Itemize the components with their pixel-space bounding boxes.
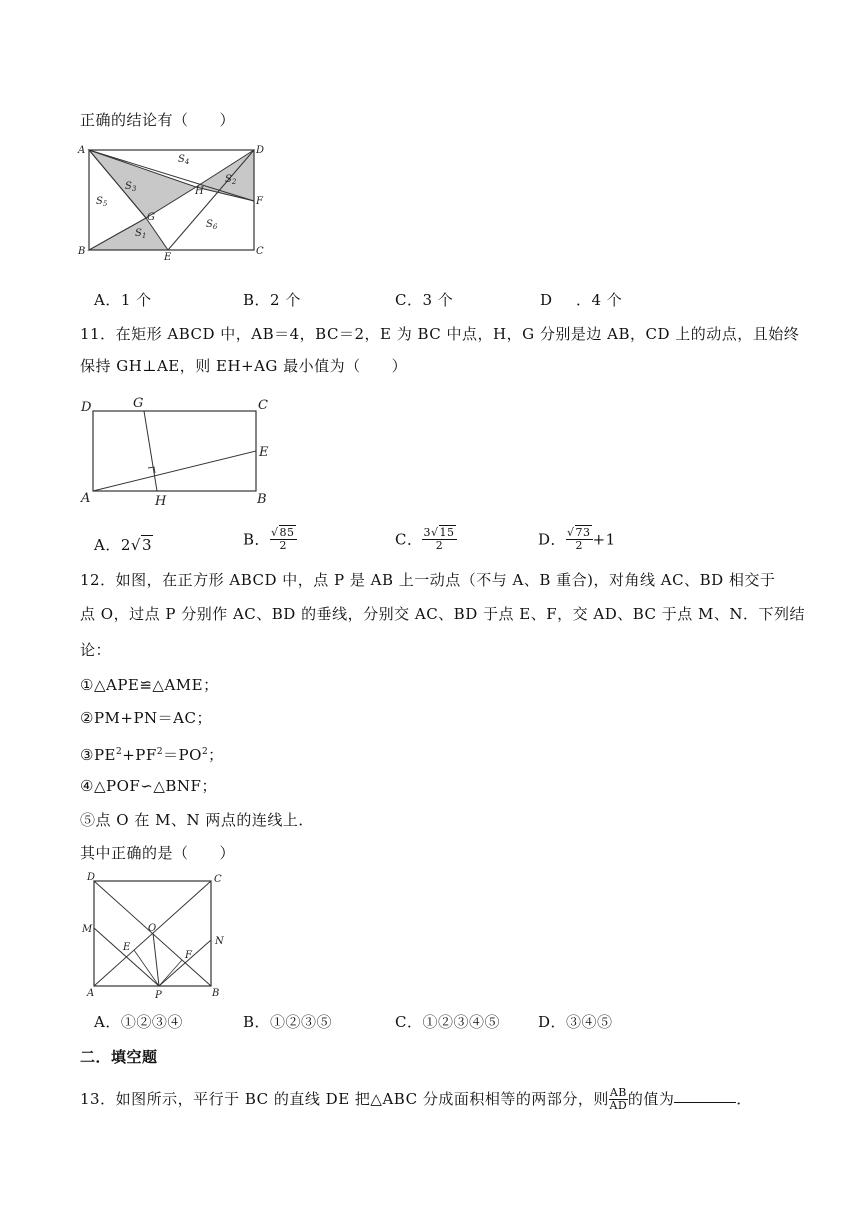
- label-p: P: [155, 990, 162, 1001]
- rectangle-abcd: [93, 411, 256, 491]
- q12-conclusion-4: ④△POF∽△BNF；: [80, 777, 217, 795]
- label-c: C: [258, 398, 268, 413]
- q10-stem-tail: 正确的结论有（ ）: [80, 111, 236, 129]
- label-e: E: [123, 942, 131, 953]
- segment-pf: [159, 960, 182, 986]
- q12-option-b: B．①②③⑤: [243, 1013, 333, 1031]
- label-b: B: [212, 988, 220, 999]
- label-e: E: [259, 445, 269, 460]
- q11-option-d: D． $\frac{√73}{2}$ +1: [538, 526, 616, 552]
- label-f: F: [256, 196, 263, 207]
- q10-option-b: B．2 个: [243, 291, 301, 309]
- answer-blank: [674, 1088, 736, 1103]
- label-h: H: [195, 186, 204, 197]
- label-m: M: [82, 924, 93, 935]
- q11-line2: 保持 GH⊥AE，则 EH+AG 最小值为（ ）: [80, 357, 408, 375]
- q12-figure: [78, 870, 234, 1002]
- segment-de: [168, 150, 254, 250]
- label-s3: $S_3$: [125, 181, 137, 193]
- label-s1: $S_1$: [135, 228, 147, 240]
- label-a: A: [87, 988, 95, 999]
- q12-option-d: D．③④⑤: [538, 1013, 613, 1031]
- segment-ae: [93, 451, 256, 491]
- q12-line2: 点 O，过点 P 分别作 AC、BD 的垂线，分别交 AC、BD 于点 E、F，交 AD、BC 于点 M、N．下列结: [80, 605, 806, 623]
- q11-option-b: B． $\frac{√85}{2}$: [243, 526, 295, 552]
- label-d: D: [87, 872, 96, 883]
- segment-gh: [144, 411, 157, 491]
- label-o: O: [148, 923, 157, 934]
- q10-figure: [76, 140, 268, 262]
- region-s1: [89, 218, 168, 250]
- q10-option-d-text: ．4 个: [576, 291, 623, 309]
- label-f: F: [185, 950, 192, 961]
- q12-line3: 论：: [80, 641, 112, 659]
- q11-option-c: C． $\frac{3√15}{2}$: [395, 526, 455, 552]
- q10-option-d-letter: D: [540, 291, 553, 309]
- label-d: D: [81, 400, 92, 415]
- q11-option-a: A．2√3: [94, 536, 152, 554]
- label-g: G: [133, 396, 144, 411]
- q12-conclusion-2: ②PM+PN＝AC；: [80, 709, 212, 727]
- section-heading: 二．填空题: [80, 1048, 158, 1066]
- label-b: B: [78, 246, 86, 257]
- q12-line1: 12．如图，在正方形 ABCD 中，点 P 是 AB 上一动点（不与 A、B 重合)，对角线 AC、BD 相交于: [80, 571, 776, 589]
- q12-option-c: C．①②③④⑤: [395, 1013, 500, 1031]
- q11-line1: 11．在矩形 ABCD 中，AB＝4，BC＝2，E 为 BC 中点，H，G 分别是边 AB，CD 上的动点，且始终: [80, 325, 800, 343]
- q12-option-a: A．①②③④: [94, 1013, 183, 1031]
- q12-conclusion-3: $③PE^2+PF^2=PO^2$；: [80, 746, 224, 764]
- label-g: G: [147, 212, 155, 223]
- q12-ask: 其中正确的是（ ）: [80, 844, 236, 862]
- q11-figure: [78, 392, 278, 508]
- label-s5: $S_5$: [96, 196, 108, 208]
- label-c: C: [256, 246, 264, 257]
- label-s6: $S_6$: [206, 219, 218, 231]
- label-n: N: [215, 936, 224, 947]
- q10-option-c: C．3 个: [395, 291, 454, 309]
- q12-conclusion-1: ①△APE≌△AME；: [80, 676, 219, 694]
- label-s2: $S_2$: [225, 174, 237, 186]
- q12-conclusion-5: ⑤点 O 在 M、N 两点的连线上．: [80, 811, 314, 829]
- label-c: C: [214, 874, 222, 885]
- label-s4: $S_4$: [178, 154, 190, 166]
- label-h: H: [155, 494, 167, 508]
- label-d: D: [256, 145, 265, 156]
- label-e: E: [164, 252, 172, 262]
- label-a: A: [78, 145, 86, 156]
- q10-option-a: A．1 个: [94, 291, 152, 309]
- label-b: B: [257, 492, 267, 507]
- label-a: A: [81, 491, 91, 506]
- q13-text: 13．如图所示，平行于 BC 的直线 DE 把△ABC 分成面积相等的两部分，则 $\frac{AB}{AD}$ 的值为 ．: [80, 1085, 752, 1112]
